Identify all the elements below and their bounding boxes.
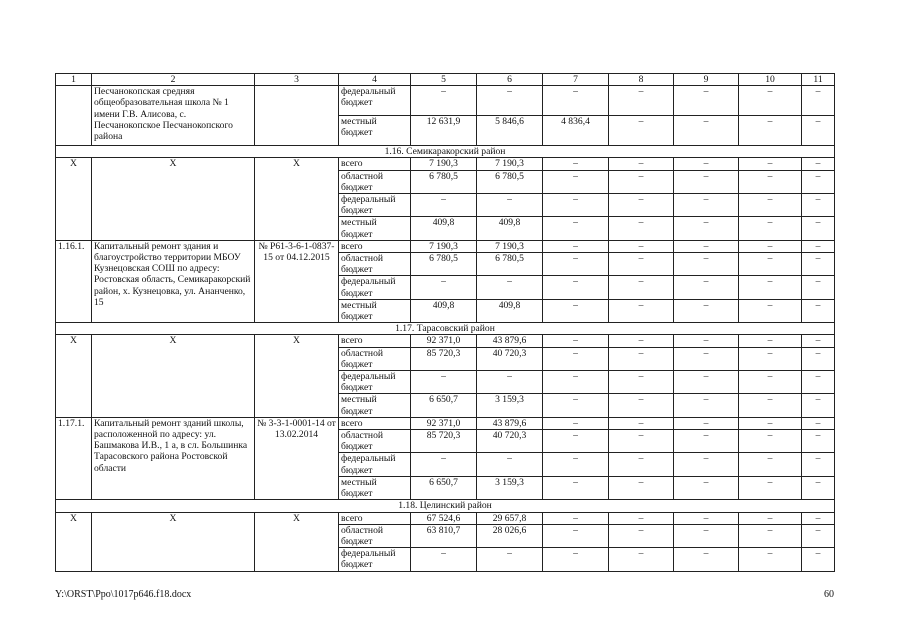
value-cell: – bbox=[543, 476, 609, 499]
value-cell: – bbox=[802, 394, 835, 417]
value-cell: – bbox=[802, 217, 835, 240]
value-cell: – bbox=[609, 453, 674, 476]
column-number: 11 bbox=[802, 74, 835, 86]
object-name: Песчанокопская средняя общеобразовательная школа № 1 имени Г.В. Алисова, с. Песчанокопское Песчанокопского района bbox=[92, 86, 255, 146]
budget-type-cell: федеральный бюджет bbox=[339, 194, 411, 217]
budget-type-cell: местный бюджет bbox=[339, 217, 411, 240]
budget-type-cell: федеральный бюджет bbox=[339, 371, 411, 394]
value-cell: – bbox=[543, 512, 609, 524]
value-cell: – bbox=[739, 217, 802, 240]
value-cell: 92 371,0 bbox=[411, 335, 477, 347]
x-mark: Х bbox=[255, 335, 339, 417]
value-cell: – bbox=[543, 430, 609, 453]
column-number: 10 bbox=[739, 74, 802, 86]
object-number: 1.17.1. bbox=[56, 417, 92, 499]
value-cell: – bbox=[674, 276, 739, 299]
budget-type-cell: местный бюджет bbox=[339, 476, 411, 499]
value-cell: – bbox=[802, 548, 835, 571]
budget-type-cell: всего bbox=[339, 158, 411, 170]
value-cell: 28 026,6 bbox=[477, 524, 543, 547]
x-mark: Х bbox=[92, 335, 255, 417]
table-row bbox=[56, 323, 835, 335]
value-cell: – bbox=[477, 194, 543, 217]
value-cell: – bbox=[802, 170, 835, 193]
value-cell: – bbox=[674, 194, 739, 217]
value-cell: – bbox=[674, 512, 739, 524]
value-cell: 3 159,3 bbox=[477, 476, 543, 499]
column-number: 3 bbox=[255, 74, 339, 86]
x-mark: Х bbox=[92, 512, 255, 571]
document-ref: № 3-3-1-0001-14 от 13.02.2014 bbox=[255, 417, 339, 499]
x-mark: Х bbox=[56, 335, 92, 417]
budget-type-cell: областной бюджет bbox=[339, 170, 411, 193]
value-cell: 7 190,3 bbox=[477, 158, 543, 170]
value-cell: – bbox=[609, 394, 674, 417]
value-cell: – bbox=[609, 476, 674, 499]
x-mark: Х bbox=[92, 158, 255, 240]
value-cell: – bbox=[674, 158, 739, 170]
value-cell: 6 650,7 bbox=[411, 476, 477, 499]
value-cell: 5 846,6 bbox=[477, 116, 543, 146]
value-cell: – bbox=[609, 548, 674, 571]
value-cell: – bbox=[609, 430, 674, 453]
budget-type-cell: областной бюджет bbox=[339, 347, 411, 370]
column-number: 6 bbox=[477, 74, 543, 86]
section-heading: 1.17. Тарасовский район bbox=[56, 323, 835, 335]
value-cell: – bbox=[609, 158, 674, 170]
table-row bbox=[56, 158, 835, 170]
value-cell: – bbox=[739, 417, 802, 429]
value-cell: – bbox=[411, 276, 477, 299]
value-cell: – bbox=[609, 116, 674, 146]
value-cell: – bbox=[609, 276, 674, 299]
budget-type-cell: местный бюджет bbox=[339, 394, 411, 417]
budget-type-cell: областной бюджет bbox=[339, 430, 411, 453]
value-cell: – bbox=[609, 299, 674, 322]
value-cell: – bbox=[802, 430, 835, 453]
value-cell: 85 720,3 bbox=[411, 430, 477, 453]
value-cell: – bbox=[543, 417, 609, 429]
value-cell: – bbox=[802, 476, 835, 499]
value-cell: – bbox=[609, 524, 674, 547]
value-cell: – bbox=[609, 240, 674, 252]
value-cell: – bbox=[543, 371, 609, 394]
table-row bbox=[56, 417, 835, 429]
value-cell: – bbox=[674, 430, 739, 453]
value-cell: 85 720,3 bbox=[411, 347, 477, 370]
value-cell: 4 836,4 bbox=[543, 116, 609, 146]
value-cell: – bbox=[543, 276, 609, 299]
table-row bbox=[56, 335, 835, 347]
column-number: 8 bbox=[609, 74, 674, 86]
value-cell: 40 720,3 bbox=[477, 430, 543, 453]
value-cell: – bbox=[477, 86, 543, 116]
value-cell: – bbox=[674, 299, 739, 322]
column-number: 1 bbox=[56, 74, 92, 86]
value-cell: – bbox=[802, 371, 835, 394]
value-cell: – bbox=[739, 116, 802, 146]
value-cell: – bbox=[739, 240, 802, 252]
value-cell: – bbox=[543, 299, 609, 322]
value-cell: – bbox=[609, 194, 674, 217]
value-cell: – bbox=[674, 371, 739, 394]
value-cell: – bbox=[543, 524, 609, 547]
value-cell: – bbox=[802, 276, 835, 299]
value-cell: – bbox=[674, 453, 739, 476]
budget-type-cell: областной бюджет bbox=[339, 253, 411, 276]
value-cell: – bbox=[609, 253, 674, 276]
budget-type-cell: областной бюджет bbox=[339, 524, 411, 547]
value-cell: – bbox=[802, 194, 835, 217]
value-cell: – bbox=[802, 347, 835, 370]
file-path: Y:\ORST\Ppo\1017p646.f18.docx bbox=[55, 589, 192, 600]
value-cell: – bbox=[802, 116, 835, 146]
value-cell: – bbox=[543, 548, 609, 571]
value-cell: – bbox=[674, 347, 739, 370]
value-cell: – bbox=[739, 371, 802, 394]
value-cell: 6 780,5 bbox=[477, 253, 543, 276]
value-cell: – bbox=[543, 335, 609, 347]
value-cell: – bbox=[543, 453, 609, 476]
value-cell: – bbox=[411, 86, 477, 116]
budget-type-cell: местный бюджет bbox=[339, 116, 411, 146]
value-cell: – bbox=[674, 335, 739, 347]
value-cell: – bbox=[739, 253, 802, 276]
value-cell: – bbox=[802, 299, 835, 322]
value-cell: – bbox=[802, 86, 835, 116]
value-cell: – bbox=[543, 253, 609, 276]
value-cell: – bbox=[609, 170, 674, 193]
value-cell: 40 720,3 bbox=[477, 347, 543, 370]
x-mark: Х bbox=[255, 158, 339, 240]
column-number: 5 bbox=[411, 74, 477, 86]
value-cell: – bbox=[674, 86, 739, 116]
value-cell: – bbox=[739, 512, 802, 524]
value-cell: – bbox=[543, 158, 609, 170]
budget-type-cell: всего bbox=[339, 335, 411, 347]
value-cell: – bbox=[802, 417, 835, 429]
section-heading: 1.16. Семикаракорский район bbox=[56, 146, 835, 158]
value-cell: – bbox=[674, 524, 739, 547]
value-cell: 29 657,8 bbox=[477, 512, 543, 524]
x-mark: Х bbox=[255, 512, 339, 571]
column-number: 9 bbox=[674, 74, 739, 86]
value-cell: – bbox=[411, 548, 477, 571]
value-cell: – bbox=[739, 86, 802, 116]
value-cell: – bbox=[739, 335, 802, 347]
object-number: 1.16.1. bbox=[56, 240, 92, 322]
value-cell: – bbox=[609, 335, 674, 347]
value-cell: – bbox=[802, 158, 835, 170]
value-cell: – bbox=[674, 240, 739, 252]
value-cell: – bbox=[802, 453, 835, 476]
value-cell: 409,8 bbox=[477, 217, 543, 240]
column-number: 4 bbox=[339, 74, 411, 86]
object-name: Капитальный ремонт здания и благоустройство территории МБОУ Кузнецовская СОШ по адресу: Ростовская область, Семикаракорский район, х. Кузнецовка, ул. Ананченко, 15 bbox=[92, 240, 255, 322]
document-ref bbox=[255, 86, 339, 146]
table-row bbox=[56, 74, 835, 86]
value-cell: – bbox=[739, 170, 802, 193]
value-cell: – bbox=[543, 194, 609, 217]
value-cell: – bbox=[802, 335, 835, 347]
value-cell: – bbox=[543, 217, 609, 240]
value-cell: 7 190,3 bbox=[411, 240, 477, 252]
value-cell: – bbox=[739, 394, 802, 417]
value-cell: 7 190,3 bbox=[411, 158, 477, 170]
budget-type-cell: федеральный бюджет bbox=[339, 276, 411, 299]
value-cell: – bbox=[739, 430, 802, 453]
table-row bbox=[56, 240, 835, 252]
value-cell: – bbox=[477, 371, 543, 394]
value-cell: – bbox=[609, 217, 674, 240]
value-cell: 3 159,3 bbox=[477, 394, 543, 417]
value-cell: 6 780,5 bbox=[477, 170, 543, 193]
value-cell: – bbox=[411, 453, 477, 476]
budget-type-cell: федеральный бюджет bbox=[339, 86, 411, 116]
budget-type-cell: федеральный бюджет bbox=[339, 453, 411, 476]
value-cell: – bbox=[674, 253, 739, 276]
value-cell: 409,8 bbox=[477, 299, 543, 322]
budget-type-cell: местный бюджет bbox=[339, 299, 411, 322]
value-cell: 92 371,0 bbox=[411, 417, 477, 429]
value-cell: – bbox=[674, 476, 739, 499]
value-cell: 67 524,6 bbox=[411, 512, 477, 524]
value-cell: – bbox=[609, 371, 674, 394]
value-cell: – bbox=[609, 86, 674, 116]
value-cell: – bbox=[411, 194, 477, 217]
value-cell: – bbox=[802, 512, 835, 524]
value-cell: 63 810,7 bbox=[411, 524, 477, 547]
budget-type-cell: всего bbox=[339, 240, 411, 252]
value-cell: – bbox=[674, 116, 739, 146]
value-cell: – bbox=[802, 524, 835, 547]
object-name: Капитальный ремонт зданий школы, расположенной по адресу: ул. Башмакова И.В., 1 а, в сл. Большинка Тарасовского района Ростовской области bbox=[92, 417, 255, 499]
table-row bbox=[56, 146, 835, 158]
value-cell: – bbox=[477, 548, 543, 571]
value-cell: 43 879,6 bbox=[477, 335, 543, 347]
value-cell: 409,8 bbox=[411, 217, 477, 240]
table-row bbox=[56, 512, 835, 524]
value-cell: – bbox=[739, 548, 802, 571]
budget-type-cell: федеральный бюджет bbox=[339, 548, 411, 571]
value-cell: 7 190,3 bbox=[477, 240, 543, 252]
value-cell: – bbox=[739, 299, 802, 322]
value-cell: – bbox=[739, 276, 802, 299]
document-ref: № Р61-3-6-1-0837-15 от 04.12.2015 bbox=[255, 240, 339, 322]
value-cell: – bbox=[739, 524, 802, 547]
budget-type-cell: всего bbox=[339, 417, 411, 429]
value-cell: – bbox=[739, 158, 802, 170]
value-cell: 6 780,5 bbox=[411, 170, 477, 193]
value-cell: – bbox=[674, 417, 739, 429]
x-mark: Х bbox=[56, 158, 92, 240]
value-cell: – bbox=[411, 371, 477, 394]
value-cell: – bbox=[802, 253, 835, 276]
value-cell: – bbox=[609, 347, 674, 370]
column-number: 2 bbox=[92, 74, 255, 86]
value-cell: – bbox=[739, 453, 802, 476]
object-number bbox=[56, 86, 92, 146]
page-number: 60 bbox=[824, 589, 834, 600]
value-cell: – bbox=[802, 240, 835, 252]
value-cell: 12 631,9 bbox=[411, 116, 477, 146]
value-cell: – bbox=[739, 194, 802, 217]
value-cell: – bbox=[543, 240, 609, 252]
value-cell: – bbox=[739, 476, 802, 499]
value-cell: – bbox=[674, 394, 739, 417]
value-cell: – bbox=[543, 86, 609, 116]
value-cell: – bbox=[543, 170, 609, 193]
value-cell: – bbox=[609, 417, 674, 429]
x-mark: Х bbox=[56, 512, 92, 571]
value-cell: 43 879,6 bbox=[477, 417, 543, 429]
value-cell: – bbox=[477, 276, 543, 299]
value-cell: – bbox=[674, 170, 739, 193]
table-row bbox=[56, 86, 835, 116]
value-cell: – bbox=[609, 512, 674, 524]
value-cell: – bbox=[543, 347, 609, 370]
section-heading: 1.18. Целинский район bbox=[56, 500, 835, 512]
value-cell: – bbox=[674, 217, 739, 240]
value-cell: – bbox=[739, 347, 802, 370]
budget-table bbox=[55, 73, 835, 572]
column-number: 7 bbox=[543, 74, 609, 86]
value-cell: – bbox=[543, 394, 609, 417]
budget-type-cell: всего bbox=[339, 512, 411, 524]
value-cell: – bbox=[674, 548, 739, 571]
value-cell: – bbox=[477, 453, 543, 476]
value-cell: 409,8 bbox=[411, 299, 477, 322]
value-cell: 6 650,7 bbox=[411, 394, 477, 417]
value-cell: 6 780,5 bbox=[411, 253, 477, 276]
table-row bbox=[56, 500, 835, 512]
